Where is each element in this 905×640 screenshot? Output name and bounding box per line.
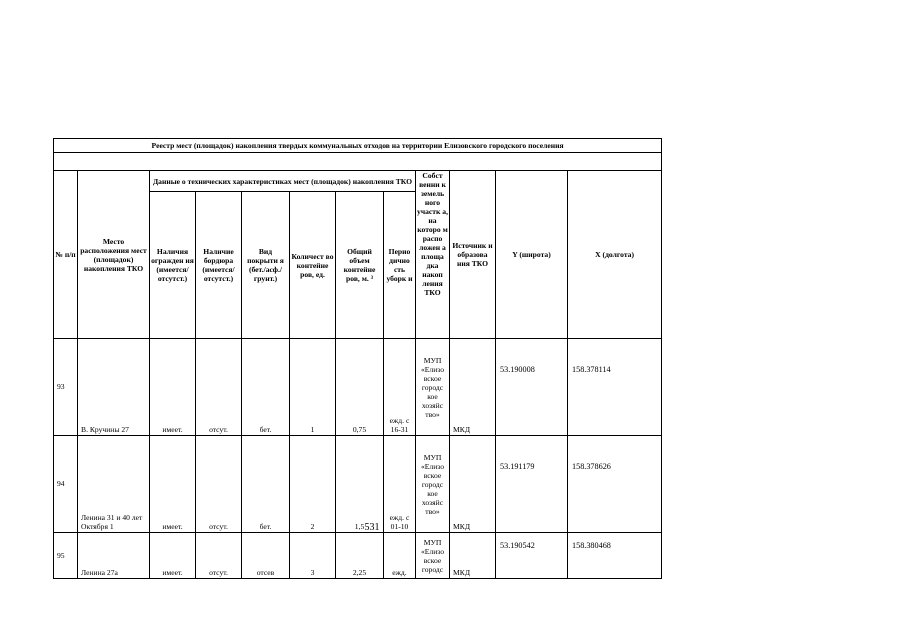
row-lat: 53.190542 [496, 533, 568, 579]
row-lat: 53.191179 [496, 436, 568, 533]
row-border: отсут. [196, 436, 242, 533]
row-border: отсут. [196, 533, 242, 579]
row-fence: имеет. [150, 533, 196, 579]
row-lat: 53.190008 [496, 339, 568, 436]
row-num: 93 [54, 339, 78, 436]
table-row [54, 436, 662, 533]
table-title: Реестр мест (площадок) накопления твердых коммунальных отходов на территории Елизовского городского поселения [54, 139, 662, 153]
row-lon: 158.378114 [568, 339, 662, 436]
header-lon: X (долгота) [568, 171, 662, 339]
row-source: МКД [450, 436, 496, 533]
header-lat: Y (широта) [496, 171, 568, 339]
row-count: 1 [290, 339, 336, 436]
row-volume: 0,75 [336, 339, 384, 436]
table-row [54, 533, 662, 579]
row-volume: 1,5 [336, 436, 384, 533]
row-fence: имеет. [150, 339, 196, 436]
blank-row [54, 153, 662, 171]
row-frequency: ежд. с 16-31 [384, 339, 416, 436]
header-owner: Собст венни к земель ного участк а, на которо м распо ложен а площа дка накоп ления ТКО [416, 171, 450, 339]
row-num: 95 [54, 533, 78, 579]
row-surface: отсев [242, 533, 290, 579]
row-fence: имеет. [150, 436, 196, 533]
row-frequency: ежд. с 01-10 [384, 436, 416, 533]
header-source: Источник и образова ния ТКО [450, 171, 496, 339]
row-owner: МУП «Елизо вское городс кое хозяйс тво» [416, 339, 450, 436]
row-source: МКД [450, 533, 496, 579]
header-surface: Вид покрыти я (бет./асф./ грунт.) [242, 192, 290, 339]
row-count: 3 [290, 533, 336, 579]
header-tech-group: Данные о технических характеристиках мест (площадок) накопления ТКО [150, 171, 416, 192]
row-lon: 158.378626 [568, 436, 662, 533]
header-border: Наличие бордюра (имеется/ отсутст.) [196, 192, 242, 339]
row-address: Ленина 31 и 40 лет Октября 1 [78, 436, 150, 533]
row-source: МКД [450, 339, 496, 436]
row-frequency: ежд. [384, 533, 416, 579]
row-address: Ленина 27а [78, 533, 150, 579]
row-volume: 2,25 [336, 533, 384, 579]
row-lon: 158.380468 [568, 533, 662, 579]
header-location: Место расположения мест (площадок) накопления ТКО [78, 171, 150, 339]
tko-registry-table [53, 138, 662, 579]
row-surface: бет. [242, 436, 290, 533]
row-owner: МУП «Елизо вское городс кое хозяйс тво» [416, 436, 450, 533]
header-volume: Общий объем контейне ров, м. ³ [336, 192, 384, 339]
page-number: 531 [364, 522, 380, 533]
header-frequency: Перио дично сть уборк и [384, 192, 416, 339]
table-row [54, 339, 662, 436]
header-num: № п/п [54, 171, 78, 339]
row-count: 2 [290, 436, 336, 533]
row-owner: МУП «Елизо вское городс [416, 533, 450, 579]
header-count: Количест во контейне ров, ед. [290, 192, 336, 339]
row-address: В. Кручины 27 [78, 339, 150, 436]
row-border: отсут. [196, 339, 242, 436]
row-surface: бет. [242, 339, 290, 436]
row-num: 94 [54, 436, 78, 533]
header-fence: Наличия огражден ия (имеется/ отсутст.) [150, 192, 196, 339]
